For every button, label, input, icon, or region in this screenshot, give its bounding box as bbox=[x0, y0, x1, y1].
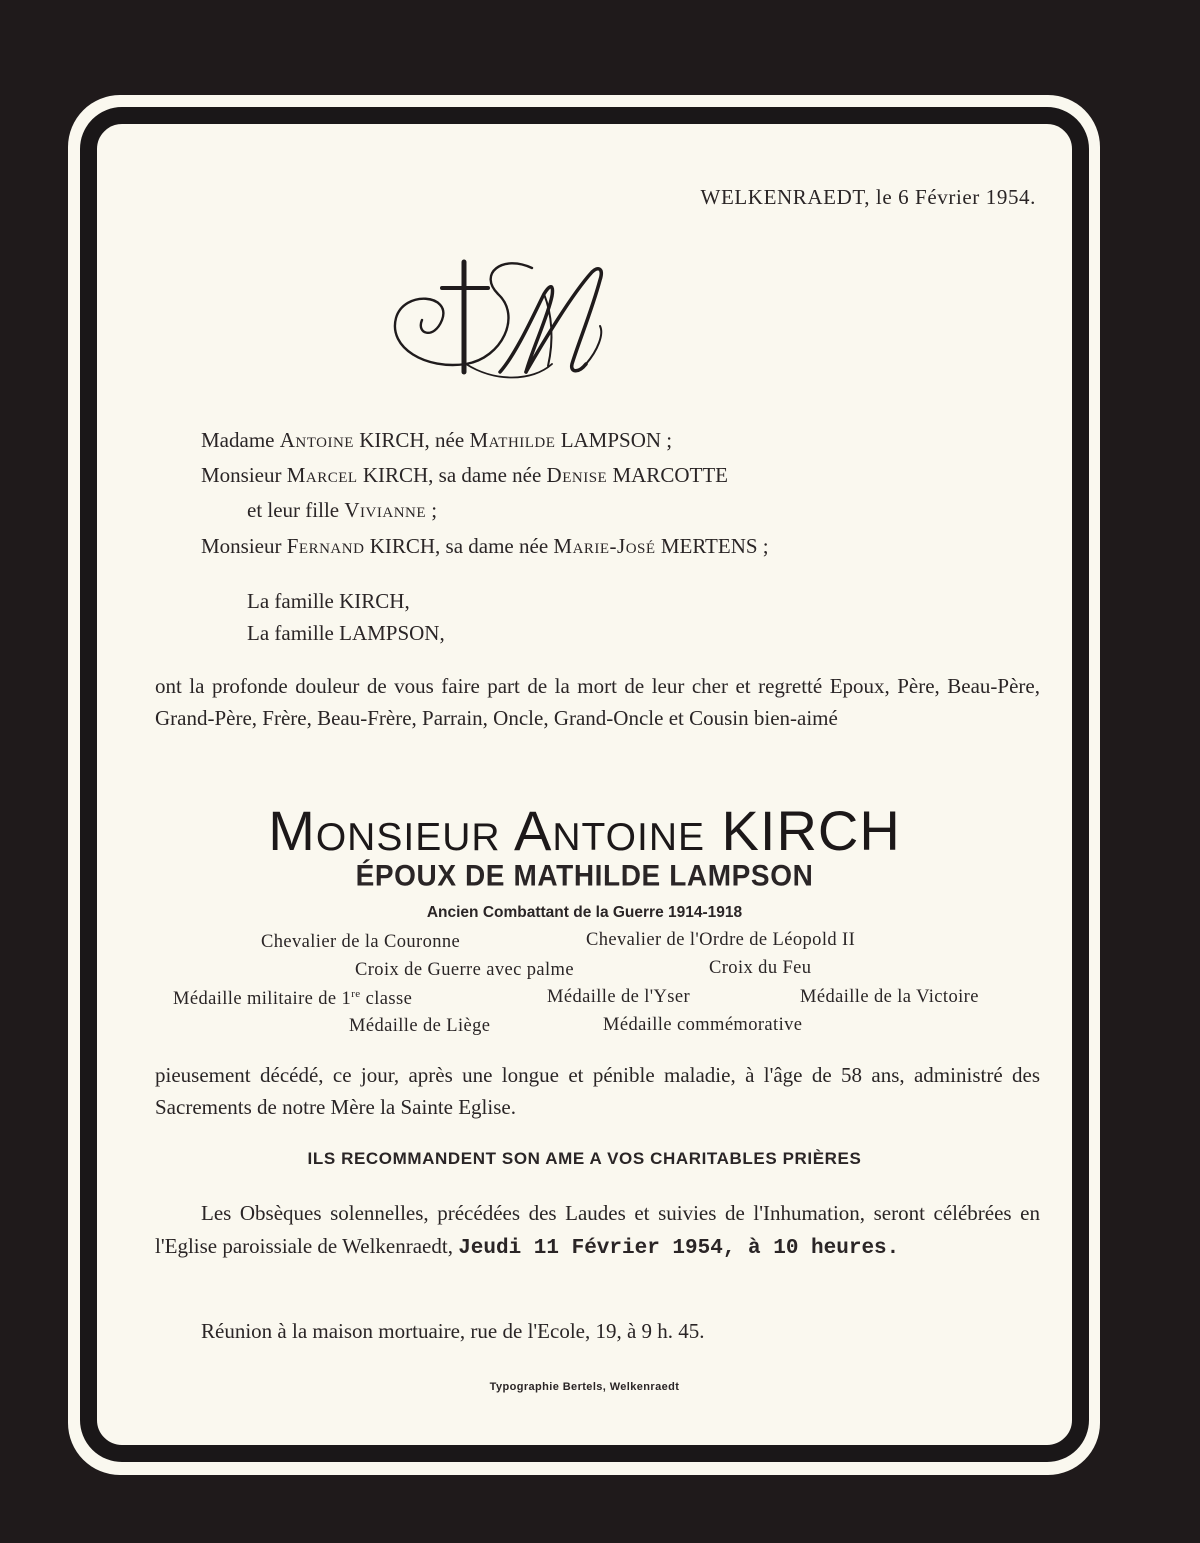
cross-monogram-emblem bbox=[382, 254, 622, 394]
funeral-date: Jeudi 11 Février 1954, à 10 heures. bbox=[458, 1237, 900, 1260]
decoration-item: Chevalier de la Couronne bbox=[261, 932, 461, 952]
funeral-text: Les Obsèques solennelles, précédées des Laudes et suivies de l'Inhumation, seront célébrées en l'Eglise paroissiale de Welkenraedt, Jeudi 11 Février 1954, à 10 heures. bbox=[155, 1201, 1040, 1260]
decoration-item: Médaille de la Victoire bbox=[800, 987, 979, 1007]
dateline: WELKENRAEDT, le 6 Février 1954. bbox=[700, 185, 1036, 209]
family-line-son-marcel: Monsieur Marcel KIRCH, sa dame née Denise MARCOTTE bbox=[201, 463, 728, 487]
deceased-spouse: ÉPOUX DE MATHILDE LAMPSON bbox=[355, 859, 814, 892]
family-line-widow: Madame Antoine KIRCH, née Mathilde LAMPSON ; bbox=[201, 428, 673, 452]
card-content bbox=[97, 124, 1072, 1445]
decoration-item: Croix de Guerre avec palme bbox=[355, 960, 574, 980]
announcement-text: ont la profonde douleur de vous faire part de la mort de leur cher et regretté Epoux, Père, Beau-Père, Grand-Père, Frère, Beau-Frère, Parrain, Oncle, Grand-Oncle et Cousin bien-aimé bbox=[155, 674, 1040, 730]
family-line-lampson: La famille LAMPSON, bbox=[247, 621, 445, 645]
death-text: pieusement décédé, ce jour, après une longue et pénible maladie, à l'âge de 58 ans, administré des Sacrements de notre Mère la Sainte Eglise. bbox=[155, 1063, 1040, 1119]
combatant-title: Ancien Combattant de la Guerre 1914-1918 bbox=[426, 904, 743, 921]
decoration-item: Médaille militaire de 1re classe bbox=[173, 988, 413, 1010]
decoration-item: Médaille commémorative bbox=[603, 1015, 803, 1035]
decoration-item: Médaille de l'Yser bbox=[547, 987, 691, 1007]
decoration-item: Croix du Feu bbox=[709, 958, 812, 978]
family-line-son-fernand: Monsieur Fernand KIRCH, sa dame née Marie-José MERTENS ; bbox=[201, 534, 769, 558]
reunion-text: Réunion à la maison mortuaire, rue de l'Ecole, 19, à 9 h. 45. bbox=[201, 1319, 705, 1343]
decoration-item: Médaille de Liège bbox=[349, 1016, 491, 1036]
deceased-name: Monsieur Antoine KIRCH bbox=[268, 799, 901, 862]
printer-credit: Typographie Bertels, Welkenraedt bbox=[489, 1381, 680, 1393]
family-line-granddaughter: et leur fille Vivianne ; bbox=[247, 498, 438, 522]
decoration-item: Chevalier de l'Ordre de Léopold II bbox=[586, 930, 856, 950]
family-line-kirch: La famille KIRCH, bbox=[247, 589, 410, 613]
prayer-recommendation: ILS RECOMMANDENT SON AME A VOS CHARITABLES PRIÈRES bbox=[307, 1149, 862, 1168]
